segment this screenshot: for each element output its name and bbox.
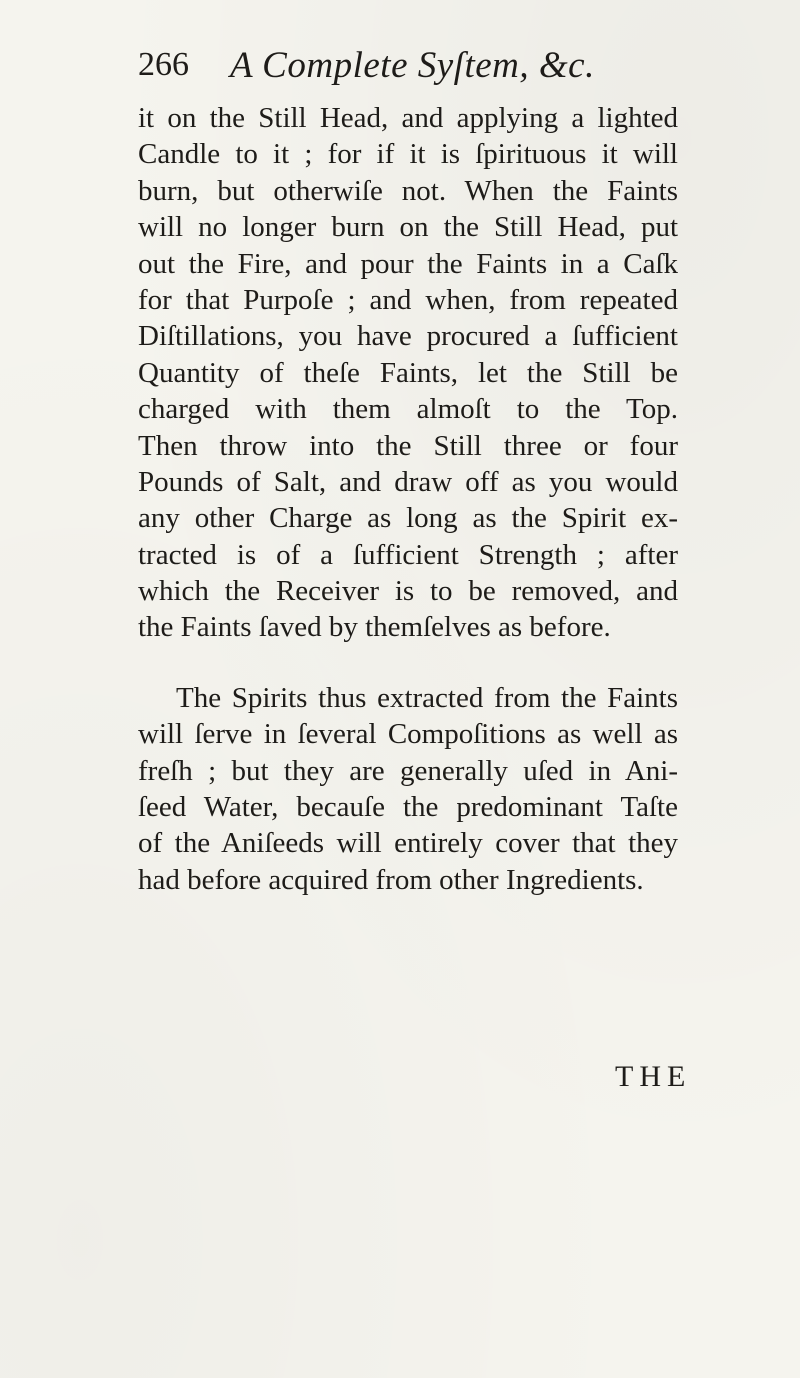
paragraph-1 bbox=[138, 100, 678, 646]
text-line: Quantity of theſe Faints, let the Still be bbox=[138, 356, 678, 389]
page-header bbox=[138, 42, 678, 94]
text-line: will no longer burn on the Still Head, put bbox=[138, 211, 678, 244]
text-line: charged with them almoſt to the Top. bbox=[138, 393, 678, 426]
text-line: of the Aniſeeds will entirely cover that they bbox=[138, 827, 678, 860]
text-line: freſh ; but they are generally uſed in Ani- bbox=[138, 754, 678, 787]
text-line: had before acquired from other Ingredients. bbox=[138, 863, 644, 896]
text-line: for that Purpoſe ; and when, from repeated bbox=[138, 283, 678, 316]
text-line: The Spirits thus extracted from the Faints bbox=[176, 681, 678, 714]
text-line: Pounds of Salt, and draw off as you would bbox=[138, 465, 678, 498]
text-line: ſeed Water, becauſe the predominant Taſte bbox=[138, 791, 678, 824]
text-line: Then throw into the Still three or four bbox=[138, 429, 678, 462]
body-text bbox=[138, 100, 678, 898]
running-title: A Complete Syſtem, &c. bbox=[230, 45, 595, 86]
text-line: Diſtillations, you have procured a ſufficient bbox=[138, 320, 678, 353]
text-line: which the Receiver is to be removed, and bbox=[138, 575, 678, 608]
text-line: the Faints ſaved by themſelves as before. bbox=[138, 611, 611, 644]
catchword: THE bbox=[615, 1060, 692, 1093]
text-line: will ſerve in ſeveral Compoſitions as well as bbox=[138, 718, 678, 751]
text-line: burn, but otherwiſe not. When the Faints bbox=[138, 174, 678, 207]
text-line: any other Charge as long as the Spirit ex- bbox=[138, 502, 678, 535]
paragraph-2 bbox=[138, 680, 678, 898]
text-line: Candle to it ; for if it is ſpirituous it will bbox=[138, 138, 678, 171]
text-line: it on the Still Head, and applying a lighted bbox=[138, 102, 678, 134]
paragraph-spacer bbox=[138, 646, 678, 680]
text-line: tracted is of a ſufficient Strength ; after bbox=[138, 538, 678, 571]
text-line: out the Fire, and pour the Faints in a Caſk bbox=[138, 247, 678, 280]
page-number: 266 bbox=[138, 46, 189, 83]
